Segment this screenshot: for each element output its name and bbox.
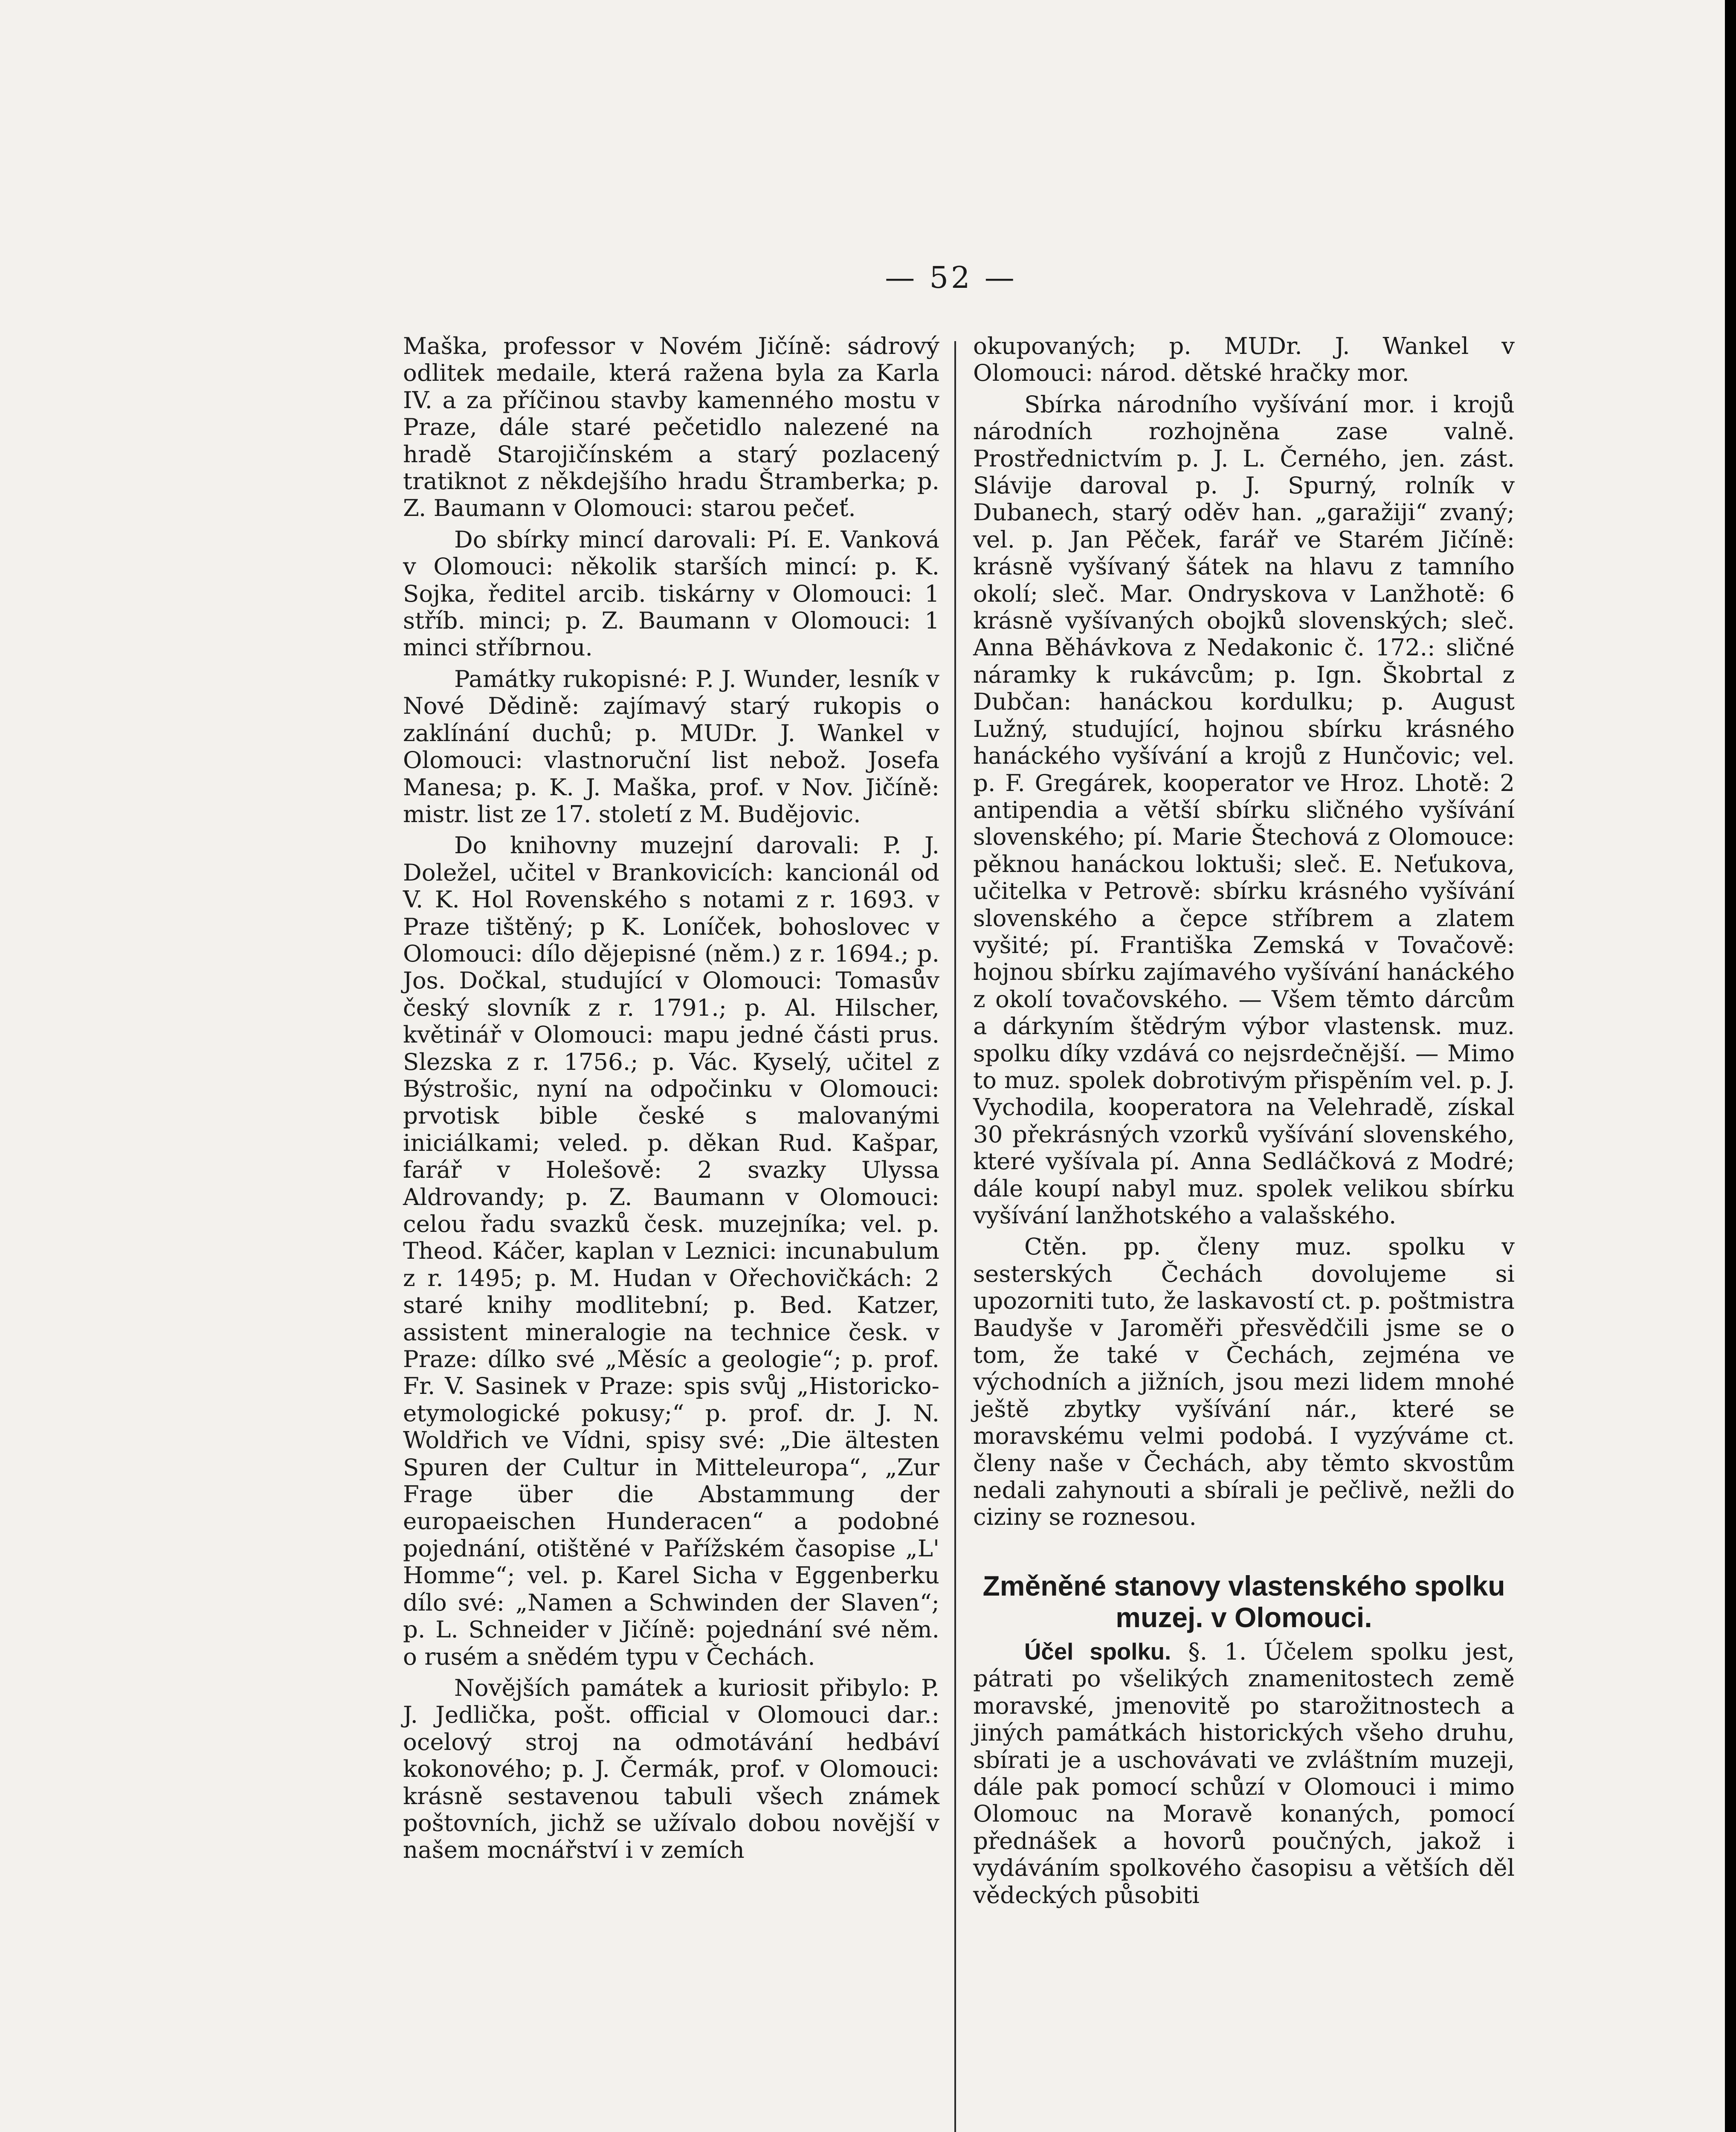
paragraph: Do knihovny muzejní darovali: P. J. Doležel, učitel v Brankovicích: kancionál od V. K. Hol Rovenského s notami z r. 1693. v Praze tištěný; p K. Loníček, bohoslovec v Olomouci: dílo dějepisné (něm.) z r. 1694.; p. Jos. Dočkal, studující v Olomouci: Tomasův český slovník z r. 1791.; p. Al. Hilscher, květinář v Olomouci: mapu jedné části prus. Slezska z r. 1756.; p. Vác. Kyselý, učitel z Býstrošic, nyní na odpočinku v Olomouci: prvotisk bible české s malovanými iniciálkami; veled. p. děkan Rud. Kašpar, farář v Holešově: 2 svazky Ulyssa Aldrovandy; p. Z. Baumann v Olomouci: celou řadu svazků česk. muzejníka; vel. p. Theod. Káčer, kaplan v Leznici: incunabulum z r. 1495; p. M. Hudan v Ořechovičkách: 2 staré knihy modlitební; p. Bed. Katzer, assistent mineralogie na technice česk. v Praze: dílko své „Měsíc a geologie“; p. prof. Fr. V. Sasinek v Praze: spis svůj „Historicko- etymologické pokusy;“ p. prof. dr. J. N. Woldřich ve Vídni, spisy své: „Die ältesten Spuren der Cultur in Mitteleuropa“, „Zur Frage über die Abstammung der europaeischen Hunderacen“ a podobné pojednání, otištěné v Pařížském časopise „L' Homme“; vel. p. Karel Sicha v Eggenberku dílo své: „Namen a Schwinden der Slaven“; p. L. Schneider v Jičíně: pojednání své něm. o rusém a snědém typu v Čechách. — [403, 831, 939, 1670]
paragraph: Sbírka národního vyšívání mor. i krojů národních rozhojněna zase valně. Prostřednictvím p. J. L. Černého, jen. zást. Slávije daroval p. J. Spurný, rolník v Dubanech, starý oděv han. „garažiji“ zvaný; vel. p. Jan Pěček, farář ve Starém Jičíně: krásně vyšívaný šátek na hlavu z tamního okolí; sleč. Mar. Ondryskova v Lanžhotě: 6 krásně vyšívaných obojků slovenských; sleč. Anna Běhávkova z Nedakonic č. 172.: sličné náramky k rukávcům; p. Ign. Škobrtal z Dubčan: hanáckou kordulku; p. August Lužný, studující, hojnou sbírku krásného hanáckého vyšívání a krojů z Hunčovic; vel. p. F. Gregárek, kooperator ve Hroz. Lhotě: 2 antipendia a větší sbírku sličného vyšívání slovenského; pí. Marie Štechová z Olomouce: pěknou hanáckou loktuši; sleč. E. Neťukova, učitelka v Petrově: sbírku krásného vyšívání slovenského a čepce stříbrem a zlatem vyšité; pí. Františka Zemská v Tovačově: hojnou sbírku zajímavého vyšívání hanáckého z okolí tovačovského. — Všem těmto dárcům a dárkyním štědrým výbor vlastensk. muz. spolku díky vzdává co nejsrdečnější. — Mimo to muz. spolek dobrotivým přispěním vel. p. J. Vychodila, kooperatora na Velehradě, získal 30 překrásných vzorků vyšívání slovenského, které vyšívala pí. Anna Sedláčková z Modré; dále koupí nabyl muz. spolek velikou sbírku vyšívání lanžhotského a valašského. — [973, 390, 1515, 1229]
paragraph: Do sbírky mincí darovali: Pí. E. Vanková v Olomouci: několik starších mincí: p. K. Sojka, ředitel arcib. tiskárny v Olomouci: 1 stříb. minci; p. Z. Baumann v Olomouci: 1 minci stříbrnou. — [403, 525, 939, 661]
scan-edge — [1725, 0, 1736, 2132]
paragraph: Novějších památek a kuriosit přibylo: P. J. Jedlička, pošt. official v Olomouci dar.: ocelový stroj na odmotávání hedbáví kokonového; p. J. Čermák, prof. v Olomouci: krásně sestavenou tabuli všech známek poštovních, jichž se užívalo dobou novější v našem mocnářství i v zemích — [403, 1674, 939, 1864]
paragraph: Maška, professor v Novém Jičíně: sádrový odlitek medaile, která ražena byla za Karla IV. a za příčinou stavby kamenného mostu v Praze, dále staré pečetidlo nalezené na hradě Starojičínském a starý pozlacený tratiknot z někdejšího hradu Štramberka; p. Z. Baumann v Olomouci: starou pečeť. — [403, 332, 939, 522]
paragraph-lead: Účel spolku. — [1024, 1638, 1171, 1665]
left-column — [403, 333, 939, 1868]
paragraph: Památky rukopisné: P. J. Wunder, lesník v Nové Dědině: zajímavý starý rukopis o zaklínání duchů; p. MUDr. J. Wankel v Olomouci: vlastnoruční list nebož. Josefa Manesa; p. K. J. Maška, prof. v Nov. Jičíně: mistr. list ze 17. století z M. Budějovic. — [403, 665, 939, 828]
section-heading: Změněné stanovy vlastenského spolku muzej. v Olomouci. — [982, 1570, 1505, 1633]
right-column — [973, 333, 1515, 1913]
paragraph: Ctěn. pp. členy muz. spolku v sesterských Čechách dovolujeme si upozorniti tuto, že laskavostí ct. p. poštmistra Baudyše v Jaroměři přesvědčili jsme se o tom, že také v Čechách, zejména ve východních a jižních, jsou mezi lidem mnohé ještě zbytky vyšívání nár., které se moravskému velmi podobá. I vyzýváme ct. členy naše v Čechách, aby těmto skvostům nedali zahynouti a sbírali je pečlivě, nežli do ciziny se roznesou. — [973, 1233, 1515, 1531]
column-divider — [954, 341, 956, 2132]
paragraph-text: §. 1. Účelem spolku jest, pátrati po všelikých znamenitostech země moravské, jmenovitě po starožitnostech a jiných památkách historických všeho druhu, sbírati je a uschovávati ve zvláštním muzeji, dále pak pomocí schůzí v Olomouci i mimo Olomouc na Moravě konaných, pomocí přednášek a hovorů poučných, jakož i vydáváním spolkového časopisu a větších děl vědeckých působiti — [973, 1637, 1515, 1909]
paragraph: okupovaných; p. MUDr. J. Wankel v Olomouci: národ. dětské hračky mor. — [973, 332, 1515, 387]
paragraph — [973, 1638, 1515, 1909]
page-number: — 52 — — [885, 260, 1017, 295]
